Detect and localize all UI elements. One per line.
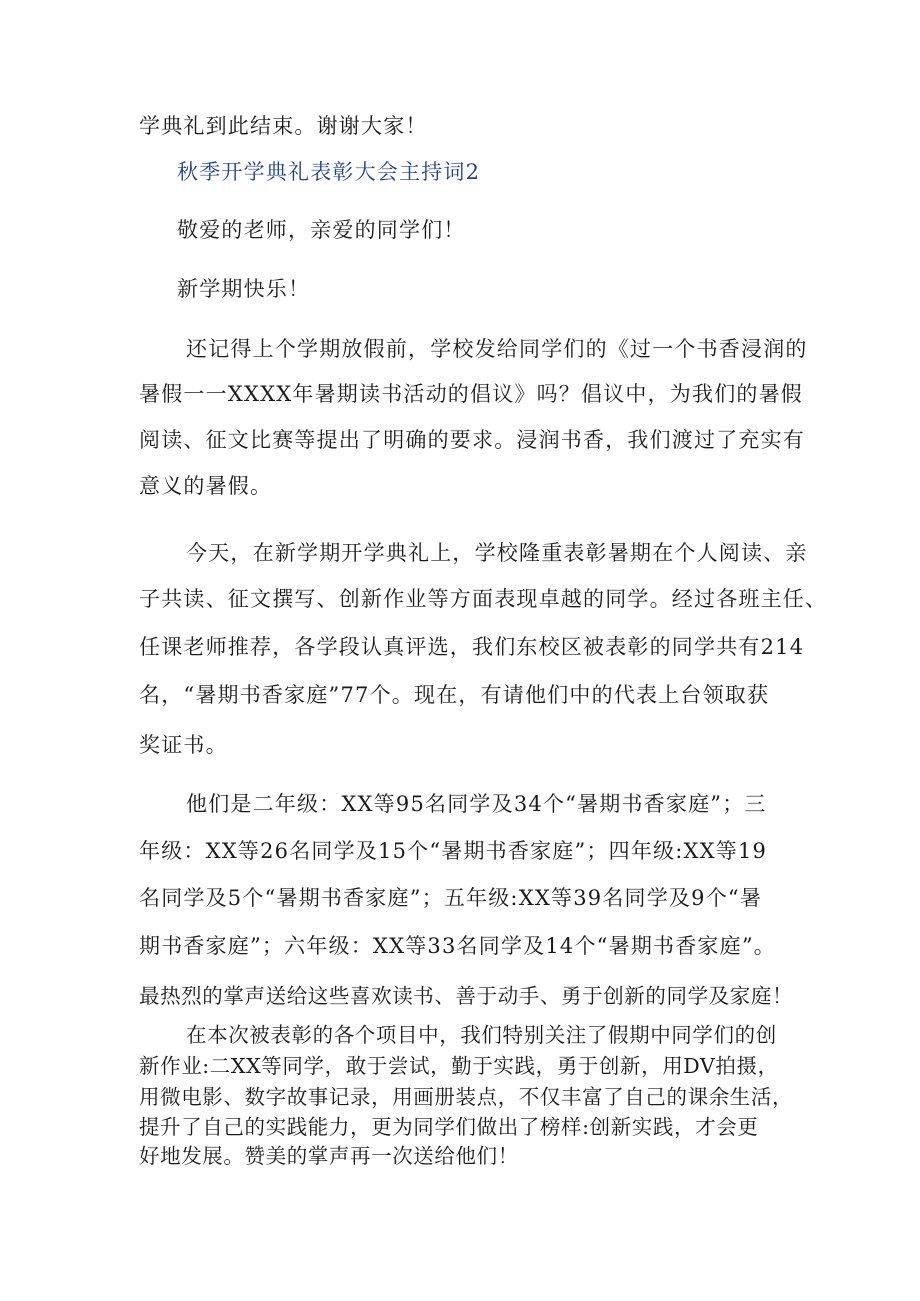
paragraph-line: 年级：XX等26名同学及15个“暑期书香家庭”；四年级:XX等19	[139, 839, 768, 863]
paragraph-line: 最热烈的掌声送给这些喜欢读书、善于动手、勇于创新的同学及家庭！	[139, 984, 794, 1008]
wish-text: 新学期快乐！	[177, 277, 311, 301]
paragraph-line: 阅读、征文比赛等提出了明确的要求。浸润书香，我们渡过了充实有	[139, 428, 805, 452]
paragraph-line: 意义的暑假。	[139, 474, 273, 498]
paragraph-line: 名同学及5个“暑期书香家庭”；五年级:XX等39名同学及9个“暑	[139, 886, 763, 910]
greeting-text: 敬爱的老师，亲爱的同学们！	[177, 218, 466, 242]
paragraph-line: 他们是二年级：XX等95名同学及34个“暑期书香家庭”；三	[186, 792, 767, 816]
paragraph-line: 名，“暑期书香家庭”77个。现在，有请他们中的代表上台领取获	[139, 683, 770, 707]
paragraph-line: 期书香家庭”；六年级：XX等33名同学及14个“暑期书香家庭”。	[139, 934, 776, 958]
paragraph-line: 暑假一一XXXX年暑期读书活动的倡议》吗？倡议中，为我们的暑假	[139, 382, 803, 406]
paragraph-line: 提升了自己的实践能力，更为同学们做出了榜样:创新实践，才会更	[139, 1115, 759, 1139]
paragraph-line: 新作业:二XX等同学，敢于尝试，勤于实践，勇于创新，用DV拍摄，	[139, 1054, 779, 1078]
paragraph-line: 奖证书。	[139, 733, 228, 757]
paragraph-line: 还记得上个学期放假前，学校发给同学们的《过一个书香浸润的	[186, 337, 808, 361]
paragraph-line: 在本次被表彰的各个项目中，我们特别关注了假期中同学们的创	[186, 1023, 777, 1047]
paragraph-line: 子共读、征文撰写、创新作业等方面表现卓越的同学。经过各班主任、	[139, 587, 828, 611]
paragraph-line: 任课老师推荐，各学段认真评选，我们东校区被表彰的同学共有214	[139, 635, 805, 659]
paragraph-line: 好地发展。赞美的掌声再一次送给他们！	[139, 1144, 519, 1168]
paragraph-line: 用微电影、数字故事记录，用画册装点，不仅丰富了自己的课余生活，	[139, 1085, 794, 1109]
intro-tail-text: 学典礼到此结束。谢谢大家！	[139, 114, 428, 138]
section-heading: 秋季开学典礼表彰大会主持词2	[177, 160, 481, 184]
paragraph-line: 今天，在新学期开学典礼上，学校隆重表彰暑期在个人阅读、亲	[186, 541, 808, 565]
